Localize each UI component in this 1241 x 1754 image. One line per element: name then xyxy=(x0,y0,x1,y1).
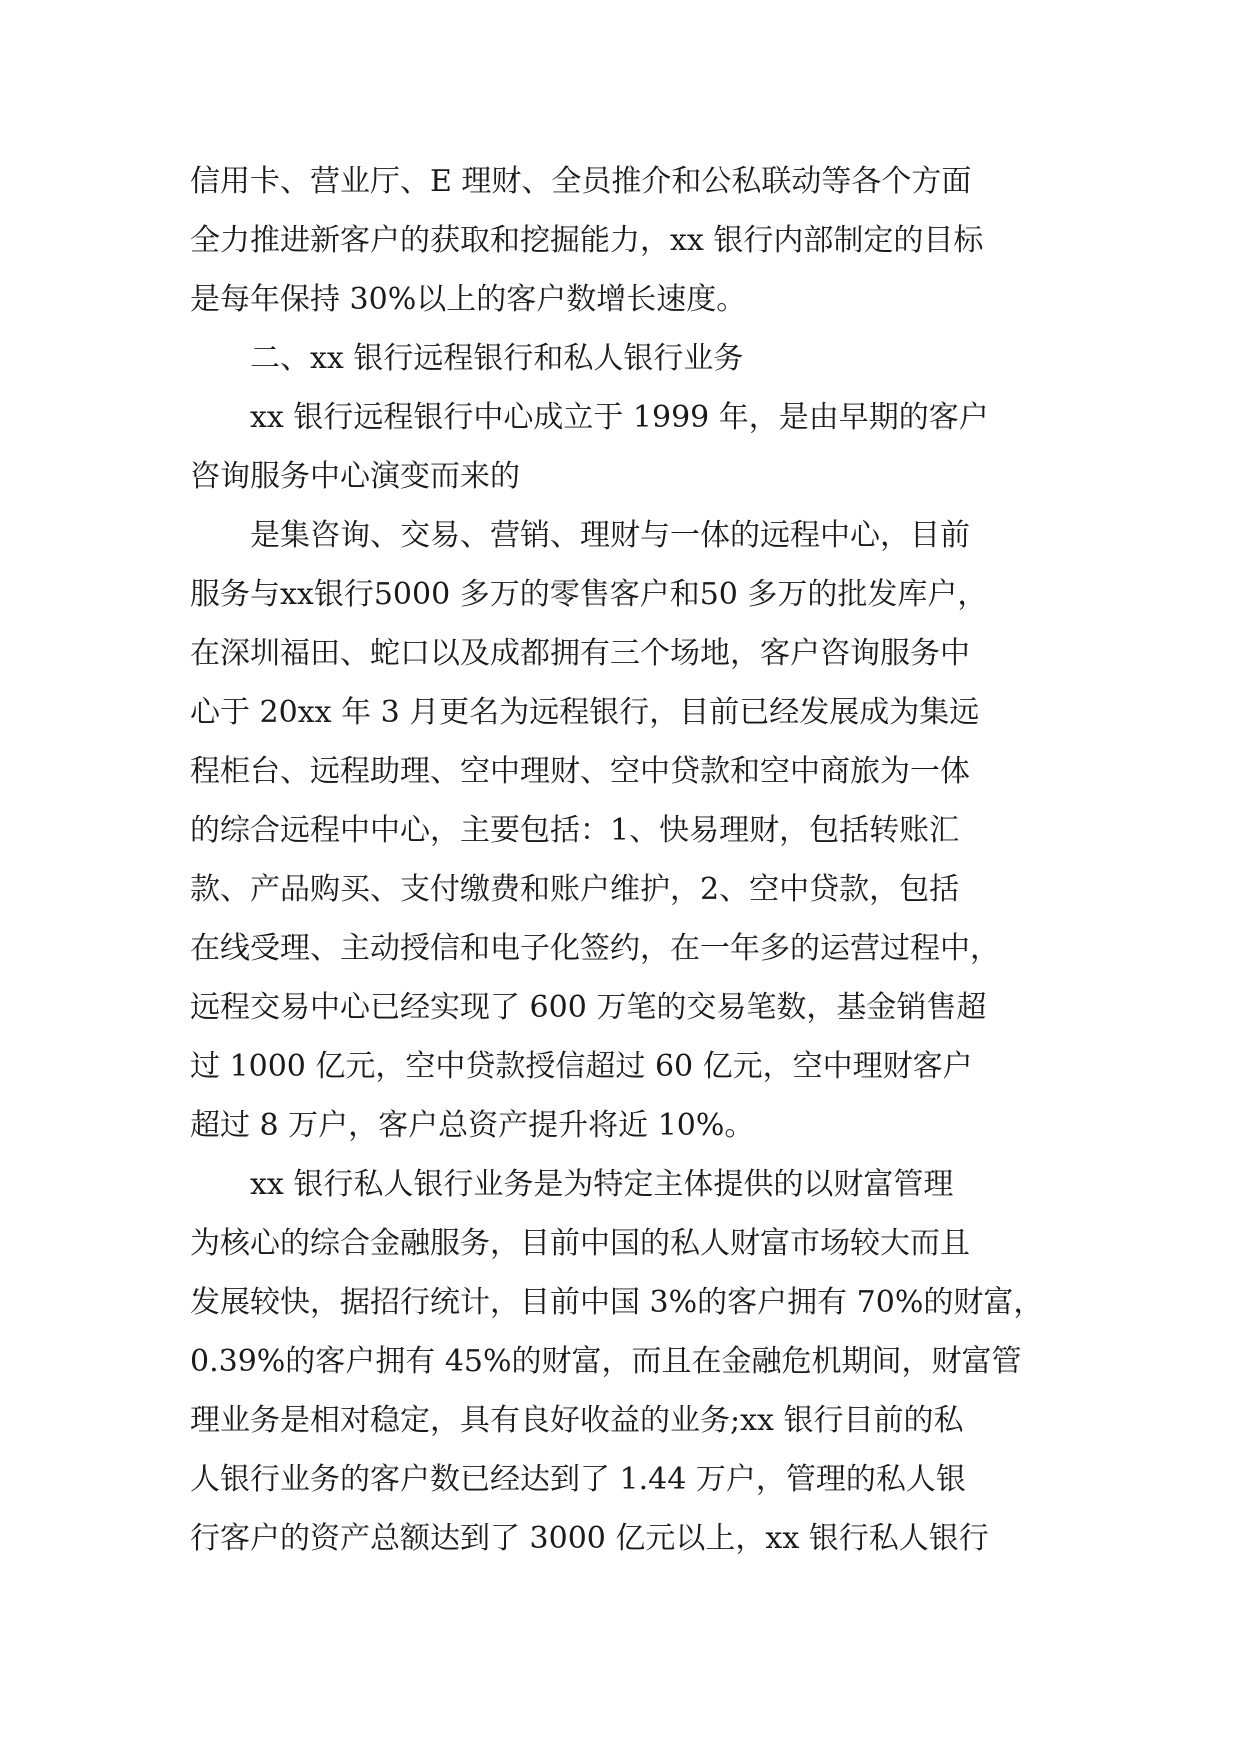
text-line: 款、产品购买、支付缴费和账户维护，2、空中贷款，包括 xyxy=(190,872,960,907)
text-line: 程柜台、远程助理、空中理财、空中贷款和空中商旅为一体 xyxy=(190,754,970,789)
text-line: 是集咨询、交易、营销、理财与一体的远程中心，目前 xyxy=(190,518,970,553)
text-line: 0.39%的客户拥有 45%的财富，而且在金融危机期间，财富管 xyxy=(190,1344,1022,1379)
text-line: 行客户的资产总额达到了 3000 亿元以上，xx 银行私人银行 xyxy=(190,1521,989,1556)
text-line: 过 1000 亿元，空中贷款授信超过 60 亿元，空中理财客户 xyxy=(190,1049,973,1084)
text-line: 人银行业务的客户数已经达到了 1.44 万户，管理的私人银 xyxy=(190,1462,966,1497)
text-line: 理业务是相对稳定，具有良好收益的业务;xx 银行目前的私 xyxy=(190,1403,964,1438)
section-heading: 二、xx 银行远程银行和私人银行业务 xyxy=(190,341,744,376)
text-line: 超过 8 万户，客户总资产提升将近 10%。 xyxy=(190,1108,755,1143)
text-line: 服务与xx银行5000 多万的零售客户和50 多万的批发库户， xyxy=(190,577,988,612)
text-line: 是每年保持 30%以上的客户数增长速度。 xyxy=(190,282,747,317)
text-line: 咨询服务中心演变而来的 xyxy=(190,459,520,494)
text-line: 在线受理、主动授信和电子化签约，在一年多的运营过程中， xyxy=(190,931,1000,966)
text-line: 的综合远程中中心，主要包括：1、快易理财，包括转账汇 xyxy=(190,813,960,848)
text-line: 为核心的综合金融服务，目前中国的私人财富市场较大而且 xyxy=(190,1226,970,1261)
text-line: xx 银行远程银行中心成立于 1999 年，是由早期的客户 xyxy=(190,400,989,435)
text-line: 心于 20xx 年 3 月更名为远程银行，目前已经发展成为集远 xyxy=(190,695,980,730)
text-line: 全力推进新客户的获取和挖掘能力，xx 银行内部制定的目标 xyxy=(190,223,984,258)
text-line: xx 银行私人银行业务是为特定主体提供的以财富管理 xyxy=(190,1167,954,1202)
body-text xyxy=(190,152,1050,1568)
text-line: 在深圳福田、蛇口以及成都拥有三个场地，客户咨询服务中 xyxy=(190,636,970,671)
text-line: 信用卡、营业厅、E 理财、全员推介和公私联动等各个方面 xyxy=(190,164,972,199)
text-line: 远程交易中心已经实现了 600 万笔的交易笔数，基金销售超 xyxy=(190,990,987,1025)
text-line: 发展较快，据招行统计，目前中国 3%的客户拥有 70%的财富， xyxy=(190,1285,1044,1320)
